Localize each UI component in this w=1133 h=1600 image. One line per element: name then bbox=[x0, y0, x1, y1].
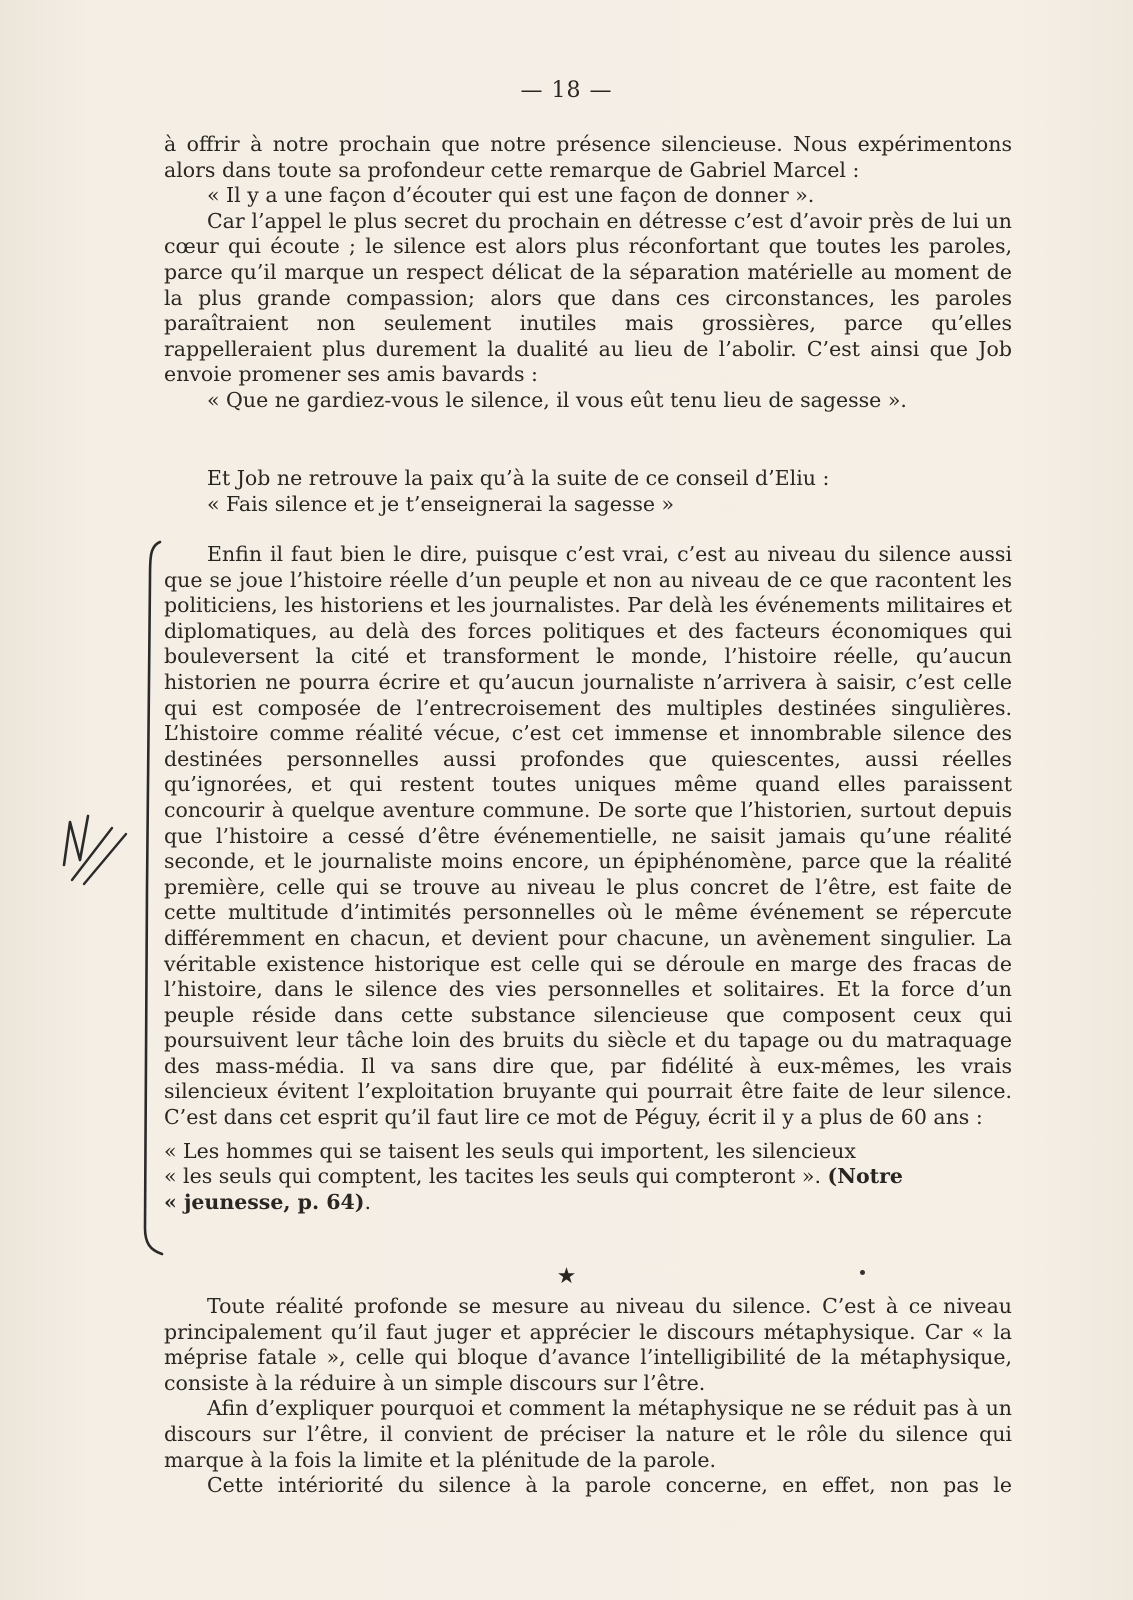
quote-peguy bbox=[164, 1139, 1012, 1216]
text-block-1 bbox=[164, 132, 1012, 414]
quote-end: . bbox=[364, 1189, 372, 1214]
citation: (Notre bbox=[827, 1164, 903, 1189]
text-block-3 bbox=[164, 542, 1012, 1215]
quote-marcel: « Il y a une façon d’écouter qui est une façon de donner ». bbox=[207, 183, 815, 208]
paragraph: à offrir à notre prochain que notre présence silencieuse. Nous expérimentons alors dans toute sa profondeur cette remarque de Gabriel Marcel : bbox=[164, 132, 1012, 182]
page-number: — 18 — bbox=[520, 78, 613, 103]
quote-line: « Les hommes qui se taisent les seuls qui importent, les silencieux bbox=[164, 1138, 856, 1163]
paragraph: Car l’appel le plus secret du prochain en détresse c’est d’avoir près de lui un cœur qui écoute ; le silence est alors plus réconfortant que toutes les paroles, parce qu’il marque un respect délicat de la séparation matérielle au moment de la plus grande compassion; alors que dans ces circonstances, les paroles paraîtraient non seulement inutiles mais grossières, parce qu’elles rappelleraient plus durement la dualité au lieu de l’abolir. C’est ainsi que Job envoie promener ses amis bavards : bbox=[164, 208, 1012, 387]
paragraph: Afin d’expliquer pourquoi et comment la métaphysique ne se réduit pas à un discours sur l’être, il convient de préciser la nature et le rôle du silence qui marque à la fois la limite et la plénitude de la parole. bbox=[164, 1396, 1012, 1472]
citation: « jeunesse, p. 64) bbox=[164, 1189, 365, 1214]
text-block-2 bbox=[164, 466, 1012, 517]
paragraph: Enfin il faut bien le dire, puisque c’est vrai, c’est au niveau du silence aussi que se joue l’histoire réelle d’un peuple et non au niveau de ce que racontent les politiciens, les historiens et les journalistes. Par delà les événements militaires et diplomatiques, au delà des forces politiques et des facteurs économiques qui bouleversent la cité et transforment le monde, l’histoire réelle, qu’aucun historien ne pourra écrire et qu’aucun journaliste n’arrivera à saisir, c’est celle qui est composée de l’entrecroisement des multiples destinées singulières. L’histoire comme réalité vécue, c’est cet immense et innombrable silence des destinées personnelles aussi profondes que quiescentes, aussi réelles qu’ignorées, et qui restent toutes uniques même quand elles paraissent concourir à quelque aventure commune. De sorte que l’historien, surtout depuis que l’histoire a cessé d’être événementielle, ne saisit jamais qu’une réalité seconde, et le journaliste moins encore, un épiphénomène, parce que la réalité première, celle qui se trouve au niveau le plus concret de l’être, est faite de cette multitude d’intimités personnelles où le même événement se répercute différemment en chacun, et devient pour chacune, un avènement singulier. La véritable existence historique est celle qui se déroule en marge des fracas de l’histoire, dans le silence des vies personnelles et solitaires. Et la force d’un peuple réside dans cette substance silencieuse que composent ceux qui poursuivent leur tâche loin des bruits du siècle et du tapage ou du matraquage des mass-média. Il va sans dire que, par fidélité à eux-mêmes, les vrais silencieux évitent l’exploitation bruyante qui pourrait être faite de leur silence. C’est dans cet esprit qu’il faut lire ce mot de Péguy, écrit il y a plus de 60 ans : bbox=[164, 542, 1012, 1130]
section-separator-star: ★ bbox=[556, 1264, 577, 1289]
text-block-4 bbox=[164, 1294, 1012, 1499]
ink-speck bbox=[860, 1270, 865, 1275]
quote-eliu: « Fais silence et je t’enseignerai la sagesse » bbox=[207, 491, 675, 516]
paragraph: Toute réalité profonde se mesure au niveau du silence. C’est à ce niveau principalement qu’il faut juger et apprécier le discours métaphysique. Car « la méprise fatale », celle qui bloque d’avance l’intelligibilité de la métaphysique, consiste à la réduire à un simple discours sur l’être. bbox=[164, 1294, 1012, 1395]
handwritten-margin-mark bbox=[50, 810, 140, 900]
quote-job: « Que ne gardiez-vous le silence, il vous eût tenu lieu de sagesse ». bbox=[207, 387, 907, 412]
quote-line: « les seuls qui comptent, les tacites les seuls qui compteront ». bbox=[164, 1164, 828, 1189]
paragraph: Et Job ne retrouve la paix qu’à la suite de ce conseil d’Eliu : bbox=[207, 466, 830, 490]
paragraph: Cette intériorité du silence à la parole concerne, en effet, non pas le bbox=[207, 1473, 1012, 1498]
handwritten-bracket bbox=[138, 538, 168, 1258]
